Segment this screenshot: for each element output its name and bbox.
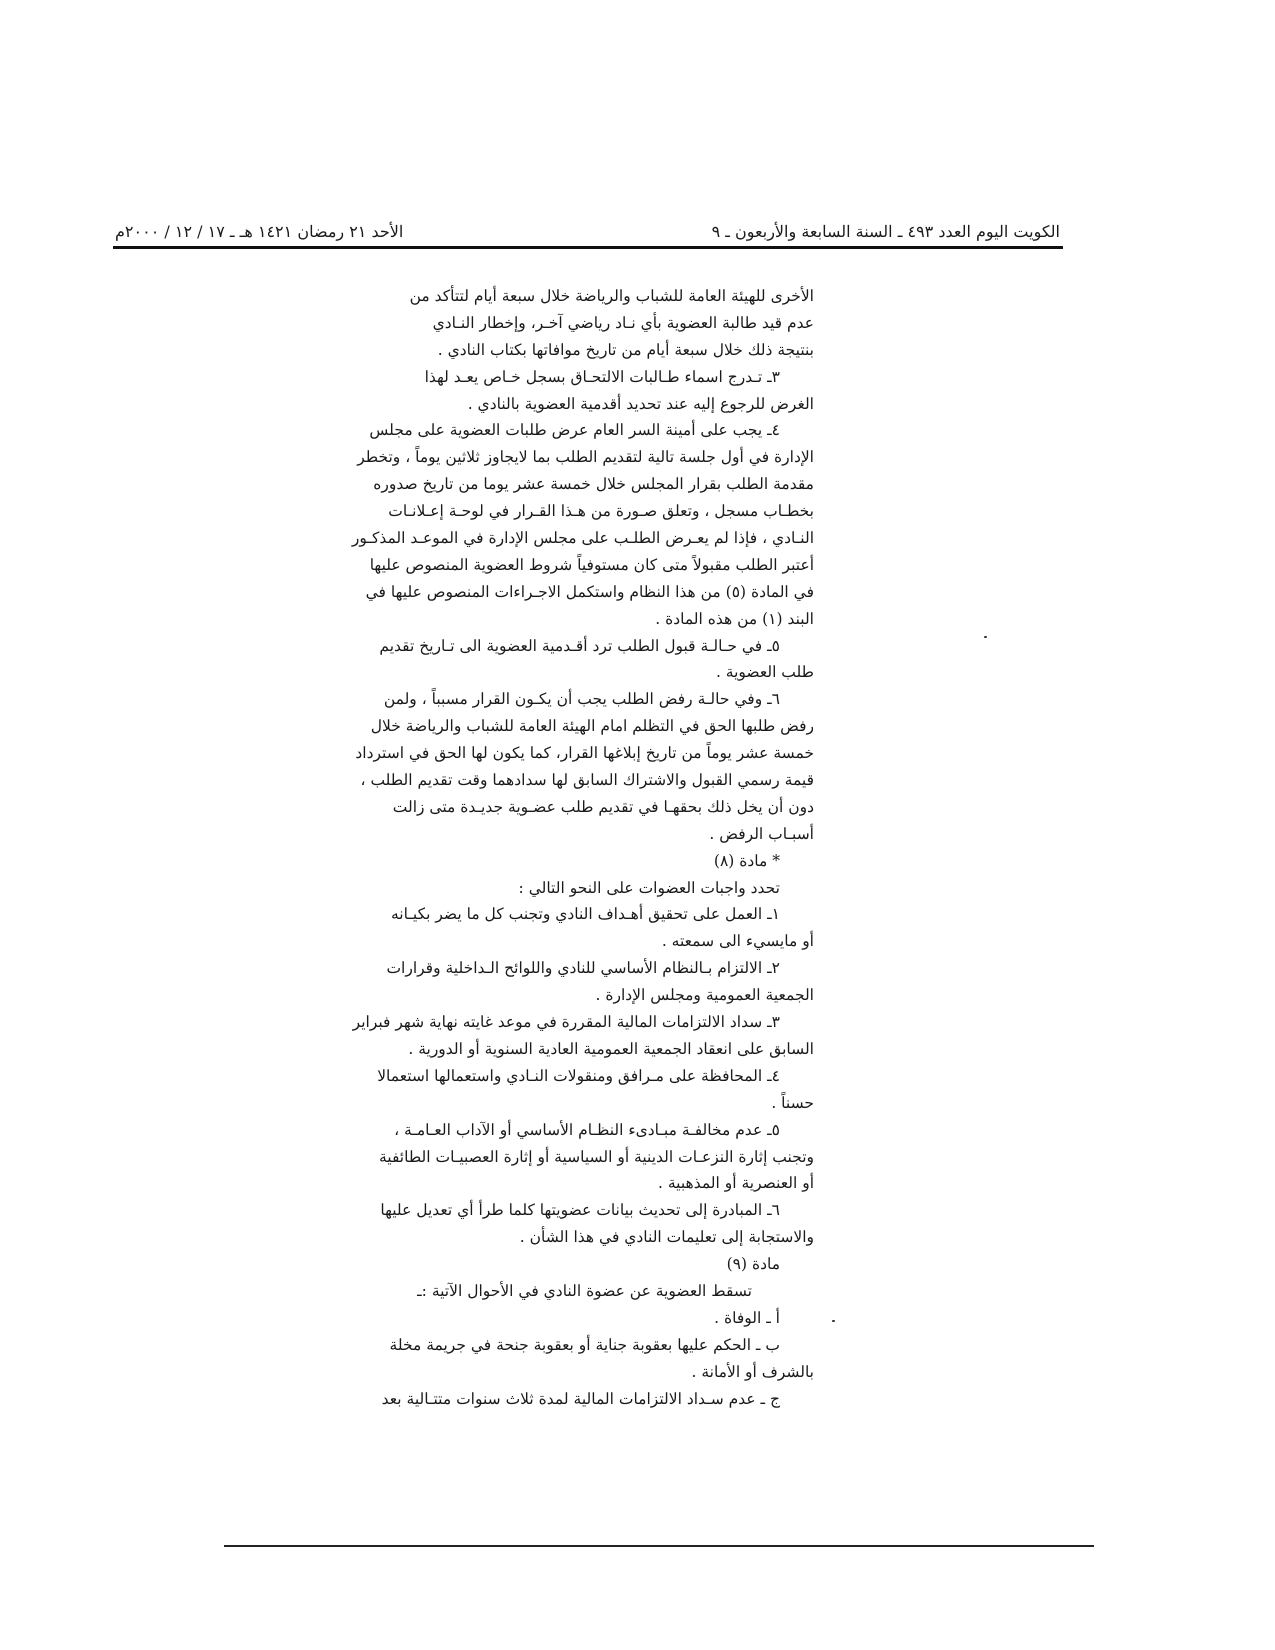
text-line: تسقط العضوية عن عضوة النادي في الأحوال الآتية :ـ (417, 1281, 752, 1300)
text-line: ج ـ عدم سـداد الالتزامات المالية لمدة ثلاث سنوات متتـالية بعد (381, 1389, 780, 1408)
page-header (115, 218, 1060, 244)
text-line: خمسة عشر يوماً من تاريخ إبلاغها القرار، كما يكون لها الحق في استرداد (355, 744, 814, 763)
article-heading: مادة (٩) (726, 1255, 780, 1274)
text-line: قيمة رسمي القبول والاشتراك السابق لها سدادهما وقت تقديم الطلب ، (360, 771, 814, 790)
header-issue-info: الكويت اليوم العدد ٤٩٣ ـ السنة السابعة والأربعون ـ ٩ (711, 221, 1060, 241)
text-line: ٦ـ وفي حالـة رفض الطلب يجب أن يكـون القرار مسبباً ، ولمن (383, 690, 780, 709)
text-line: ب ـ الحكم عليها بعقوبة جناية أو بعقوبة جنحة في جريمة مخلة (389, 1335, 780, 1354)
article-heading: * مادة (٨) (713, 851, 780, 870)
text-line: النـادي ، فإذا لم يعـرض الطلـب على مجلس الإدارة في الموعـد المذكـور (351, 529, 814, 548)
text-line: والاستجابة إلى تعليمات النادي في هذا الشأن . (519, 1228, 814, 1247)
text-line: أو العنصرية أو المذهبية . (658, 1174, 814, 1193)
text-line: الجمعية العمومية ومجلس الإدارة . (595, 986, 814, 1005)
text-line: رفض طلبها الحق في التظلم امام الهيئة العامة للشباب والرياضة خلال (370, 717, 814, 736)
text-line: دون أن يخل ذلك بحقهـا في تقديم طلب عضـوية جديـدة متى زالت (392, 797, 814, 816)
scan-speck (984, 636, 987, 638)
scan-speck (832, 1320, 835, 1322)
text-line: أو مايسيء الى سمعته . (661, 932, 814, 951)
text-line: الغرض للرجوع إليه عند تحديد أقدمية العضوية بالنادي . (467, 394, 814, 413)
text-line: الأخرى للهيئة العامة للشباب والرياضة خلال سبعة أيام لتتأكد من (409, 287, 814, 305)
text-line: ٢ـ الالتزام بـالنظام الأساسي للنادي واللوائح الـداخلية وقرارات (386, 959, 780, 978)
text-line: بنتيجة ذلك خلال سبعة أيام من تاريخ موافاتها بكتاب النادي . (437, 340, 814, 359)
text-line: حسناً . (771, 1093, 814, 1112)
text-line: ٥ـ في حـالـة قبول الطلب ترد أقـدمية العضوية الى تـاريخ تقديم (379, 636, 780, 655)
text-line: طلب العضوية . (715, 663, 814, 682)
text-line: وتجنب إثارة النزعـات الدينية أو السياسية أو إثارة العصبيـات الطائفية (378, 1147, 814, 1166)
text-line: ٣ـ سداد الالتزامات المالية المقررة في موعد غايته نهاية شهر فبراير (352, 1013, 780, 1032)
text-line: بالشرف أو الأمانة . (691, 1362, 814, 1381)
text-line: ١ـ العمل على تحقيق أهـداف النادي وتجنب كل ما يضر بكيـانه (391, 905, 780, 924)
header-date: الأحد ٢١ رمضان ١٤٢١ هـ ـ ١٧ / ١٢ / ٢٠٠٠م (115, 221, 404, 241)
text-line: عدم قيد طالبة العضوية بأي نـاد رياضي آخـر، وإخطار النـادي (432, 313, 814, 332)
text-line: الإدارة في أول جلسة تالية لتقديم الطلب بما لايجاوز ثلاثين يوماً ، وتخطر (357, 448, 814, 467)
header-rule (113, 246, 1063, 249)
footer-rule (224, 1545, 1094, 1547)
text-line: ٦ـ المبادرة إلى تحديث بيانات عضويتها كلما طرأ أي تعديل عليها (380, 1201, 780, 1220)
text-line: البند (١) من هذه المادة . (655, 609, 814, 628)
text-line: تحدد واجبات العضوات على النحو التالي : (518, 878, 780, 897)
text-line: في المادة (٥) من هذا النظام واستكمل الاجـراءات المنصوص عليها في (365, 582, 814, 601)
text-line: ٥ـ عدم مخالفـة مبـادىء النظـام الأساسي أو الآداب العـامـة ، (394, 1120, 780, 1139)
text-line: السابق على انعقاد الجمعية العمومية العادية السنوية أو الدورية . (408, 1039, 814, 1058)
text-line: أعتبر الطلب مقبولاً متى كان مستوفياً شروط العضوية المنصوص عليها (369, 555, 814, 574)
text-line: أسبـاب الرفض . (709, 824, 814, 843)
text-line: مقدمة الطلب بقرار المجلس خلال خمسة عشر يوما من تاريخ صدوره (373, 475, 814, 494)
text-line: ٤ـ المحافظة على مـرافق ومنقولات النـادي واستعمالها استعمالا (377, 1066, 780, 1085)
text-line: ٤ـ يجب على أمينة السر العام عرض طلبات العضوية على مجلس (369, 421, 780, 440)
text-line: أ ـ الوفاة . (714, 1308, 780, 1327)
text-line: بخطـاب مسجل ، وتعلق صـورة من هـذا القـرار في لوحـة إعـلانـات (388, 502, 814, 521)
text-line: ٣ـ تـدرج اسماء طـالبات الالتحـاق بسجل خـاص يعـد لهذا (424, 367, 780, 386)
article-body (346, 283, 814, 1412)
